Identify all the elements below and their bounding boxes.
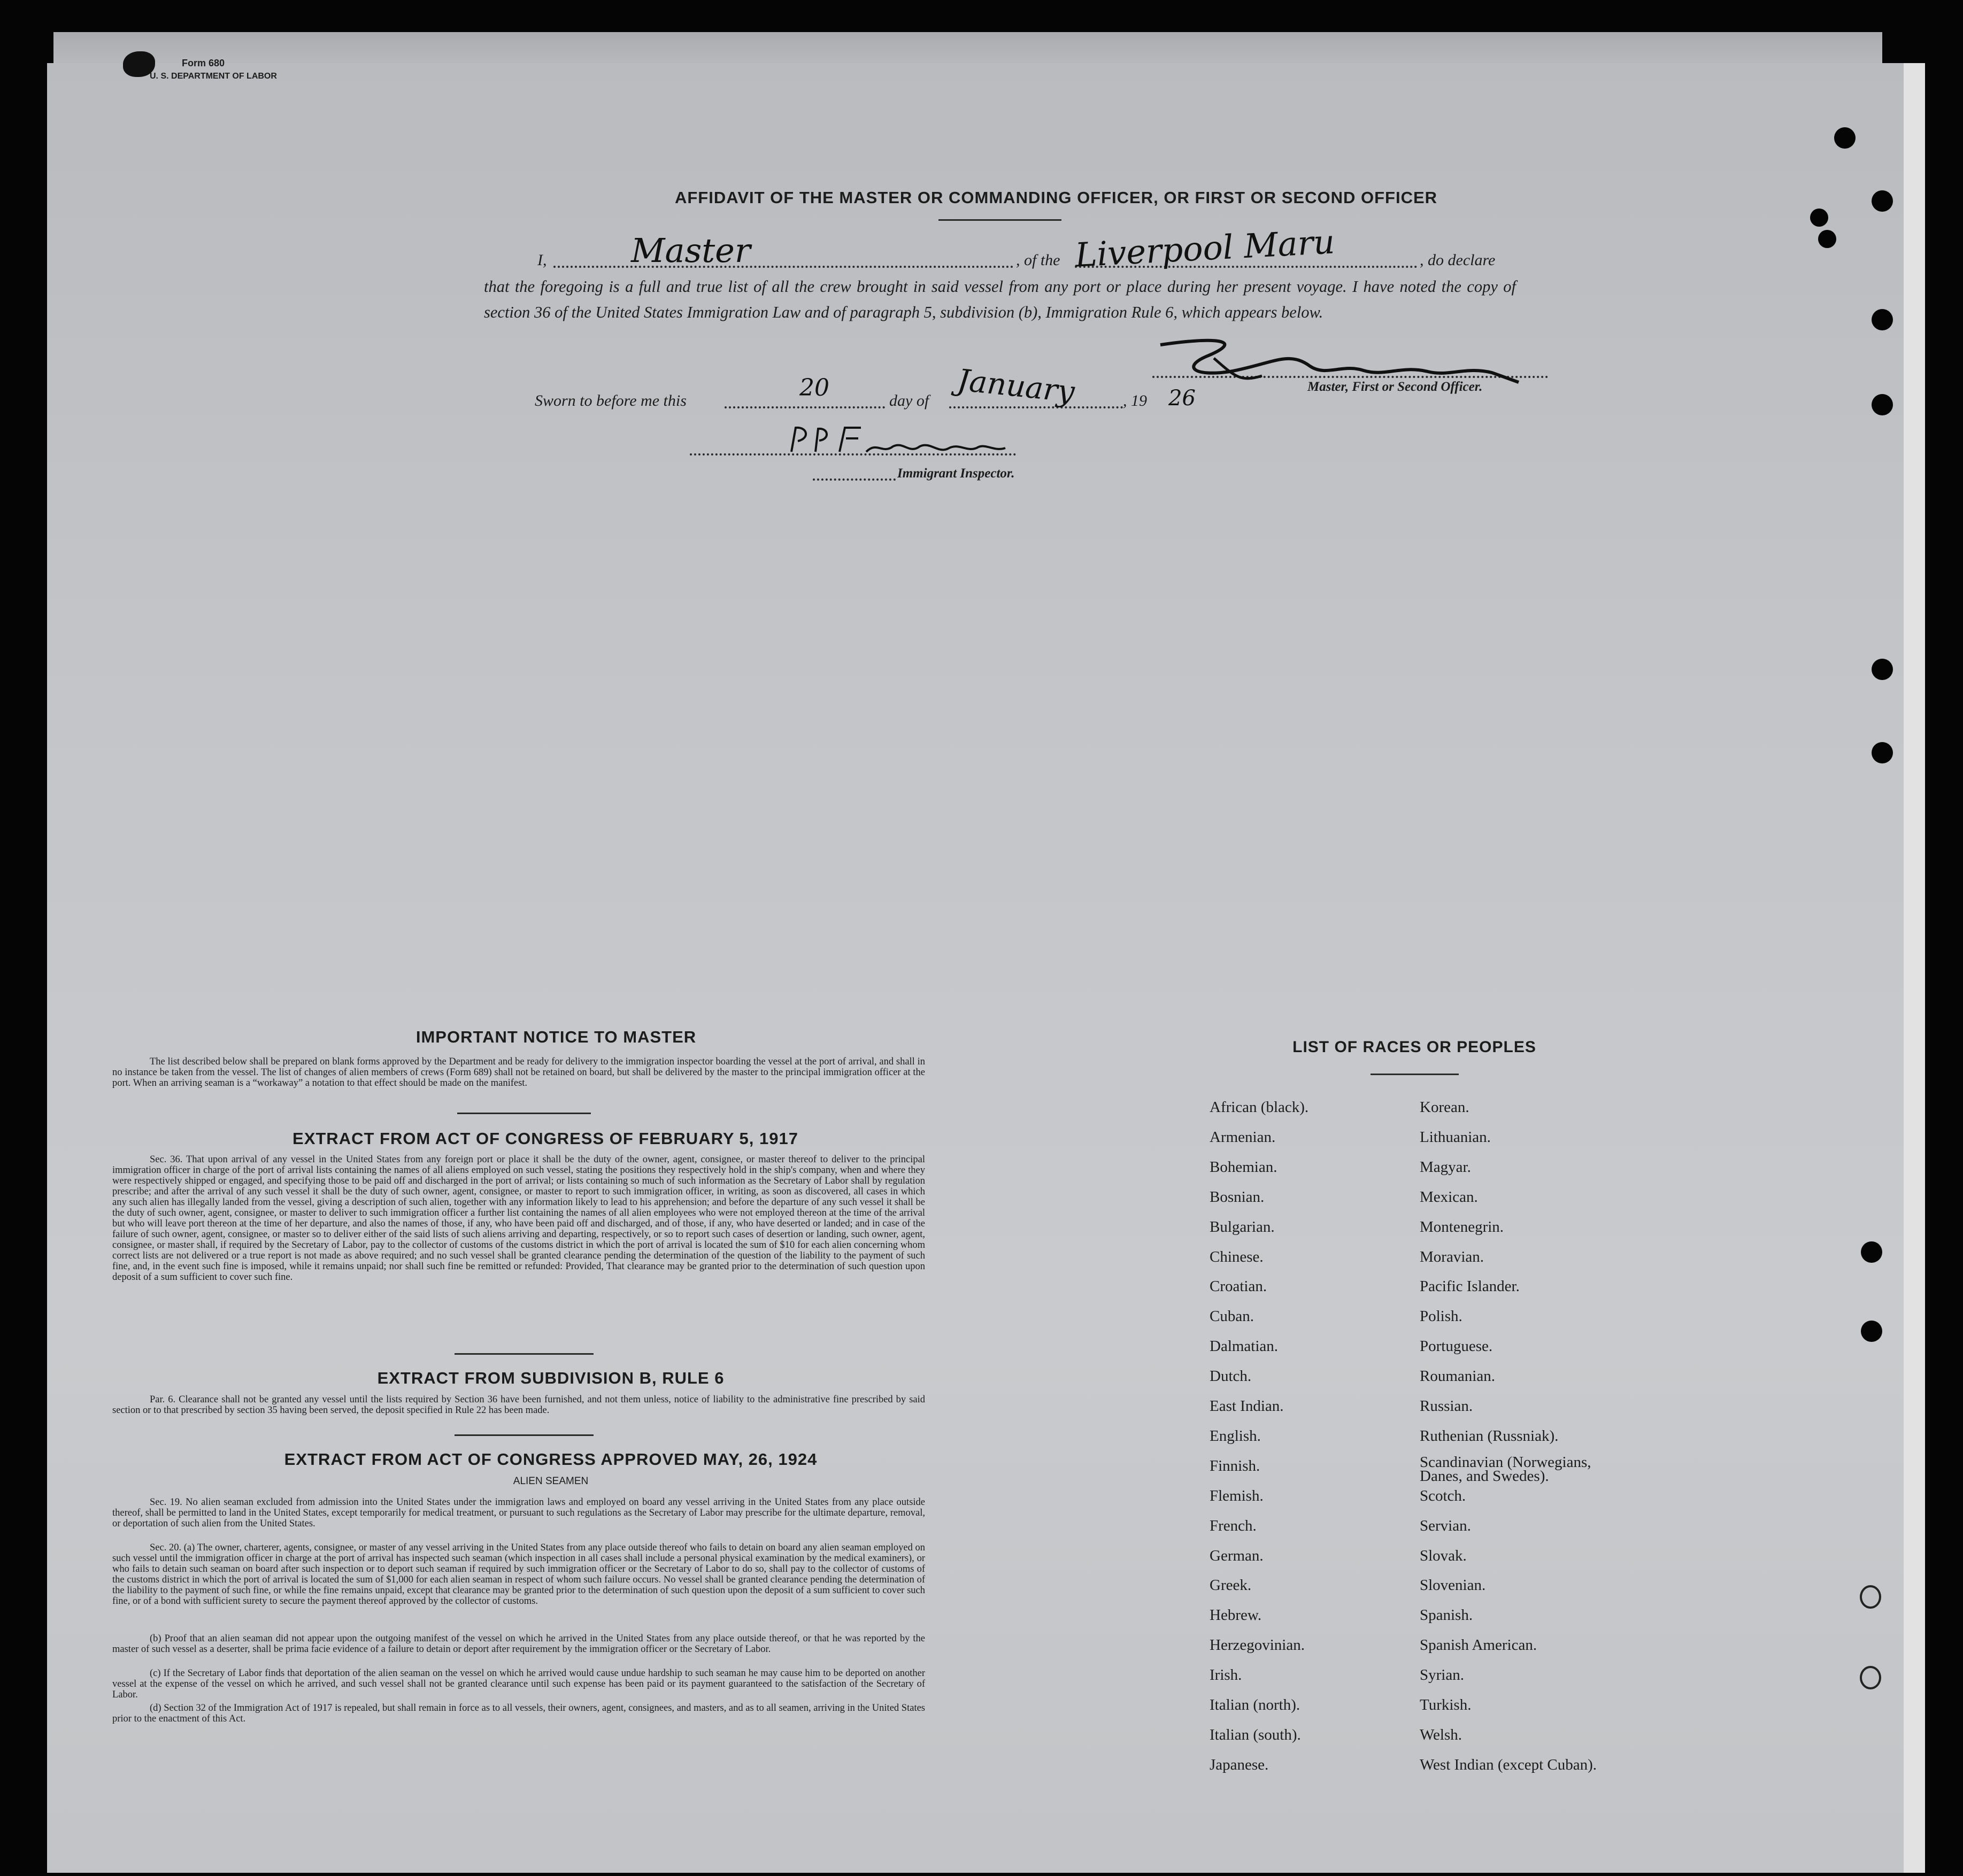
punch-hole-icon: [1861, 1241, 1882, 1263]
race-item: Flemish.: [1210, 1487, 1264, 1504]
inspector-caption-line: [813, 478, 896, 481]
master-caption: Master, First or Second Officer.: [1307, 380, 1483, 394]
race-item: Welsh.: [1420, 1726, 1462, 1743]
race-item: Slovak.: [1420, 1547, 1467, 1564]
extract-1924-title: EXTRACT FROM ACT OF CONGRESS APPROVED MAY, 26, 1924: [284, 1450, 818, 1469]
extract-1924-subtitle: ALIEN SEAMEN: [513, 1476, 589, 1487]
form-number: Form 680: [182, 58, 225, 68]
extract-1924-sec20a: Sec. 20. (a) The owner, charterer, agents, consignee, or master of any vessel arriving in the United States from any place outside thereof who fails to detain on board any alien seaman employed on such vessel until the immigration officer in charge at the port of arrival has inspected such seaman (which inspection in all cases shall include a personal physical examination by the medical examiners), or who fails to detain such seaman on board after such inspection or to deport such seaman if required by such immigration officer or the Secretary of Labor to do so, shall pay to the collector of customs of the customs district in which the port of arrival is located the sum of $1,000 for each alien seaman in respect of whom such failure occurs. No vessel shall be granted clearance pending the determination of the liability to the payment of such fine, or while the fine remains unpaid, except that clearance may be granted prior to the determination of such question upon the deposit of a sum sufficient to cover such fine, or of a bond with sufficient surety to secure the payment thereof approved by the collector of customs.: [112, 1542, 925, 1607]
race-item: Herzegovinian.: [1210, 1636, 1305, 1654]
race-item: Bulgarian.: [1210, 1218, 1275, 1236]
punch-hole-icon: [1872, 742, 1893, 763]
race-item: Finnish.: [1210, 1457, 1260, 1474]
affidavit-declaration-text: that the foregoing is a full and true list of all the crew brought in said vessel from any port or place during her present voyage. I have noted the copy of section 36 of the United States Immigration Law and of paragraph 5, subdivision (b), Immigration Rule 6, which appears below.: [484, 277, 1516, 321]
notice-text: The list described below shall be prepared on blank forms approved by the Department and be ready for delivery to the immigration inspector boarding the vessel at the port of arrival, and shall in no instance be taken from the vessel. The list of changes of alien members of crews (Form 689) shall not be retained on board, but shall be delivered by the master to the principal immigration officer at the port. When an arriving seaman is a “workaway” a notation to that effect should be made on the manifest.: [112, 1056, 925, 1088]
race-item: East Indian.: [1210, 1398, 1284, 1415]
extract-rule6-text: Par. 6. Clearance shall not be granted any vessel until the lists required by Section 36 have been furnished, and not them unless, notice of liability to the administrative fine prescribed by said section or to that prescribed by section 35 having been served, the deposit specified in Rule 22 has been made.: [112, 1394, 925, 1416]
punch-hole-icon: [1872, 190, 1893, 212]
punch-hole-icon: [1861, 1321, 1882, 1342]
department-label: U. S. DEPARTMENT OF LABOR: [150, 72, 277, 81]
race-item: Hebrew.: [1210, 1607, 1262, 1624]
race-item: Lithuanian.: [1420, 1128, 1491, 1146]
affidavit-title: AFFIDAVIT OF THE MASTER OR COMMANDING OFFICER, OR FIRST OR SECOND OFFICER: [674, 188, 1438, 207]
affidavit-name-value: Master: [631, 231, 751, 270]
sworn-month-line: [949, 406, 1123, 408]
affidavit-i-label: I,: [537, 251, 547, 269]
extract-1924-sec20b: (b) Proof that an alien seaman did not appear upon the outgoing manifest of the vessel on which he arrived in the United States from any place outside thereof, or that he was reported by the master of such vessel as a deserter, shall be prima facie evidence of a failure to detain or deport after requirement by the immigration officer or the Secretary of Labor.: [112, 1633, 925, 1655]
sworn-year: 26: [1168, 386, 1196, 411]
day-of-label: day of: [889, 392, 929, 410]
race-item: Korean.: [1420, 1099, 1469, 1116]
race-item: Italian (north).: [1210, 1696, 1300, 1713]
inspector-caption: Immigrant Inspector.: [897, 466, 1015, 481]
race-item: Japanese.: [1210, 1756, 1269, 1773]
race-item: Syrian.: [1420, 1666, 1464, 1684]
extract-1917-title: EXTRACT FROM ACT OF CONGRESS OF FEBRUARY 5, 1917: [292, 1129, 798, 1148]
punch-hole-ring-icon: [1860, 1585, 1881, 1609]
inspector-signature: [786, 422, 1011, 460]
race-item: Italian (south).: [1210, 1726, 1301, 1743]
extract-1917-text: Sec. 36. That upon arrival of any vessel in the United States from any foreign port or place it shall be the duty of the owner, agent, consignee, or master thereof to deliver to the principal immigration officer in charge of the port of arrival lists containing the names of all aliens employed on such vessel, stating the positions they respectively hold in the ship's company, when and where they were respectively shipped or engaged, and specifying those to be paid off and discharged in the port of arrival; or lists containing so much of such information as the Secretary of Labor shall by regulation prescribe; and after the arrival of any such vessel it shall be the duty of such owner, agent, consignee, or master to report to such immigration officer, in writing, as soon as discovered, all cases in which any such alien has illegally landed from the vessel, giving a description of such alien, together with any information likely to lead to his apprehension; and before the departure of any such vessel it shall be the duty of such owner, agent, consignee, or master to deliver to such immigration officer a further list containing the names of all alien employees who were not employed thereon at the time of the arrival but who will leave port thereon at the time of her departure, and also the names of those, if any, who have been paid off and discharged, and of those, if any, who have deserted or landed; and in case of the failure of such owner, agent, consignee, or master so to deliver either of the said lists of such aliens arriving and departing, respectively, or so to report such cases of desertion or landing, such owner, agent, consignee, or master shall, if required by the Secretary of Labor, pay to the collector of customs of the customs district in which the port of arrival is located the sum of $10 for each alien concerning whom correct lists are not delivered or a true report is not made as above required; and no such vessel shall be granted clearance pending the determination of the question of the liability to the payment of such fine, and, in the event such fine is imposed, while it remains unpaid; nor shall such fine be remitted or refunded: Provided, That clearance may be granted prior to the determination of such question upon deposit of a sum sufficient to cover such fine.: [112, 1154, 925, 1283]
race-item: Spanish American.: [1420, 1636, 1537, 1654]
races-title-rule: [1371, 1074, 1459, 1075]
year-prefix: , 19: [1123, 392, 1147, 410]
race-item: Portuguese.: [1420, 1338, 1493, 1355]
race-item: Pacific Islander.: [1420, 1278, 1520, 1295]
race-item: Magyar.: [1420, 1158, 1471, 1176]
sworn-day-line: [725, 406, 885, 408]
race-item: Armenian.: [1210, 1128, 1276, 1146]
race-item: Croatian.: [1210, 1278, 1267, 1295]
notice-title: IMPORTANT NOTICE TO MASTER: [415, 1028, 697, 1046]
extract-1924-sec19: Sec. 19. No alien seaman excluded from admission into the United States under the immigration laws and employed on board any vessel arriving in the United States from any place outside thereof, shall be permitted to land in the United States, except temporarily for medical treatment, or pursuant to such regulations as the Secretary of Labor may prescribe for the ultimate departure, removal, or deportation of such alien from the United States.: [112, 1497, 925, 1529]
race-item: African (black).: [1210, 1099, 1309, 1116]
race-item: Scandinavian (Norwegians, Danes, and Swedes).: [1420, 1453, 1591, 1485]
extract-rule6-rule: [455, 1434, 594, 1436]
extract-1924-sec20c: (c) If the Secretary of Labor finds that deportation of the alien seaman on the vessel on which he arrived would cause undue hardship to such seaman he may cause him to be deported on another vessel at the expense of the vessel on which he arrived, and such vessel shall not be granted clearance until such expense has been paid or its payment guaranteed to the satisfaction of the Secretary of Labor.: [112, 1668, 925, 1700]
punch-hole-icon: [1872, 394, 1893, 415]
race-item: Chinese.: [1210, 1248, 1264, 1265]
race-item: French.: [1210, 1517, 1257, 1534]
race-item: German.: [1210, 1547, 1264, 1564]
race-item: Montenegrin.: [1420, 1218, 1504, 1236]
race-item: Polish.: [1420, 1308, 1462, 1325]
race-item: Roumanian.: [1420, 1368, 1495, 1385]
sworn-day: 20: [799, 374, 829, 402]
race-item: Dutch.: [1210, 1368, 1252, 1385]
race-item: Bosnian.: [1210, 1188, 1265, 1206]
race-item: English.: [1210, 1427, 1261, 1445]
race-item: Turkish.: [1420, 1696, 1472, 1713]
punch-hole-icon: [1872, 659, 1893, 680]
race-item: Scotch.: [1420, 1487, 1466, 1504]
notice-rule: [457, 1113, 591, 1114]
extract-1924-sec20d: (d) Section 32 of the Immigration Act of 1917 is repealed, but shall remain in force as to all vessels, their owners, agent, consignees, and masters, and as to all seamen, arriving in the United States prior to the enactment of this Act.: [112, 1703, 925, 1724]
race-item: Cuban.: [1210, 1308, 1254, 1325]
race-item: Spanish.: [1420, 1607, 1473, 1624]
extract-rule6-title: EXTRACT FROM SUBDIVISION B, RULE 6: [377, 1369, 725, 1387]
sworn-label: Sworn to before me this: [535, 392, 687, 410]
affidavit-do-declare: , do declare: [1420, 251, 1496, 269]
race-item: Greek.: [1210, 1577, 1252, 1594]
punch-hole-icon: [1872, 309, 1893, 330]
affidavit-name-line: [553, 266, 1013, 268]
affidavit-vessel-value: Liverpool Maru: [1074, 222, 1336, 275]
race-item: Irish.: [1210, 1666, 1242, 1684]
race-item: Dalmatian.: [1210, 1338, 1279, 1355]
race-item: Slovenian.: [1420, 1577, 1486, 1594]
race-item: Mexican.: [1420, 1188, 1478, 1206]
punch-hole-ring-icon: [1860, 1666, 1881, 1689]
race-item: West Indian (except Cuban).: [1420, 1756, 1597, 1773]
race-item: Ruthenian (Russniak).: [1420, 1427, 1559, 1445]
affidavit-of-the-label: , of the: [1016, 251, 1060, 269]
race-item: Moravian.: [1420, 1248, 1484, 1265]
race-item: Servian.: [1420, 1517, 1471, 1534]
punch-hole-icon: [1834, 127, 1856, 149]
punch-hole-icon: [1818, 230, 1836, 248]
affidavit-title-rule: [938, 219, 1061, 221]
races-title: LIST OF RACES OR PEOPLES: [1292, 1038, 1536, 1056]
sworn-month: January: [956, 362, 1076, 410]
race-item: Russian.: [1420, 1398, 1473, 1415]
extract-1917-rule: [455, 1353, 594, 1355]
punch-hole-icon: [1810, 209, 1828, 227]
race-item: Bohemian.: [1210, 1158, 1277, 1176]
